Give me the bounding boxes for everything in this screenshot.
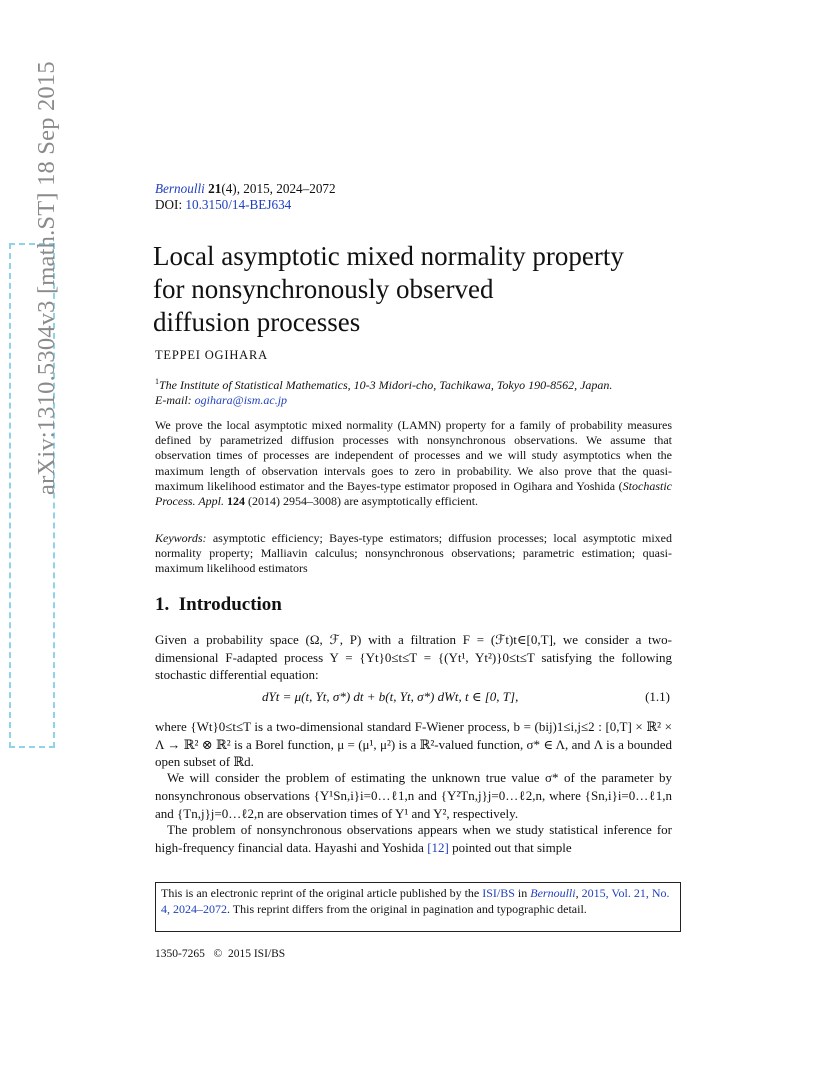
section-title: Introduction: [178, 594, 282, 615]
keywords: [155, 531, 672, 577]
reprint-text: This is an electronic reprint of the original article published by the: [161, 886, 483, 900]
doi-label: DOI:: [155, 197, 183, 212]
section-number: 1.: [155, 594, 170, 615]
abstract-volume: 124: [227, 494, 245, 509]
abstract-journal: Stochastic Process. Appl.: [155, 478, 672, 509]
section-heading: [155, 594, 282, 616]
abstract-text: We prove the local asymptotic mixed normality (LAMN) property for a family of probability measures defined by parametrized diffusion processes with nonsynchronous observations. We assume that observation times of processes are independent of processes and we will study asymptotics when the maximum length of observation intervals goes to zero in probability. We also prove that the quasi-maximum likelihood estimator and the Bayes-type estimator proposed in Ogihara and Yoshida (: [155, 418, 672, 493]
publisher-link[interactable]: ISI/BS: [482, 886, 515, 900]
doi-link[interactable]: 10.3150/14-BEJ634: [185, 197, 292, 212]
intro-text: The problem of nonsynchronous observations appears when we study statistical inference for high-frequency financial data. Hayashi and Yoshida: [155, 822, 672, 855]
journal-citation: [155, 181, 336, 197]
title-line: Local asymptotic mixed normality property: [153, 241, 624, 271]
reference-link[interactable]: [12]: [427, 839, 449, 855]
copyright-icon: ©: [213, 948, 223, 960]
journal-link[interactable]: Bernoulli: [155, 181, 205, 196]
abstract: [155, 418, 672, 509]
paper-title: [153, 240, 713, 339]
reprint-notice: [155, 882, 681, 932]
reprint-journal-link[interactable]: Bernoulli: [530, 886, 576, 900]
volume-link[interactable]: 2015, Vol. 21, No. 4, 2024–2072: [161, 886, 670, 916]
email-link[interactable]: ogihara@ism.ac.jp: [194, 393, 288, 407]
equation-number: (1.1): [645, 689, 670, 704]
affiliation-mark: 1: [155, 377, 159, 386]
equation-1-1: [155, 689, 672, 709]
reprint-text: in: [514, 886, 531, 900]
abstract-text-end: (2014) 2954–3008) are asymptotically efficient.: [248, 494, 479, 509]
intro-paragraph: We will consider the problem of estimating the unknown true value σ* of the parameter by nonsynchronous observations {Y¹Sn,i}i=0…ℓ1,n and {Y²Tn,j}j=0…ℓ2,n, where {Sn,i}i=0…ℓ1,n and {Tn,j}j=0…ℓ2,n are observation times of Y¹ and Y², respectively.: [155, 770, 672, 821]
arxiv-stamp: arXiv:1310.5304v3 [math.ST] 18 Sep 2015: [33, 61, 60, 495]
title-line: for nonsynchronously observed: [153, 274, 494, 304]
affiliation-text: The Institute of Statistical Mathematics, 10-3 Midori-cho, Tachikawa, Tokyo 190-8562, Japan.: [159, 378, 613, 392]
title-line: diffusion processes: [153, 307, 361, 337]
intro-paragraph: Given a probability space (Ω, ℱ, P) with a filtration F = (ℱt)t∈[0,T], we consider a two-dimensional F-adapted process Y = {Yt}0≤t≤T = {(Yt¹, Yt²)}0≤t≤T satisfying the following stochastic differential equation:: [155, 632, 672, 682]
copyright-text: 2015 ISI/BS: [227, 948, 286, 960]
footer: [155, 948, 285, 960]
email-label: E-mail:: [155, 393, 192, 407]
journal-volume: 21: [208, 181, 222, 196]
intro-paragraph: [155, 821, 672, 856]
author-name: TEPPEI OGIHARA: [155, 348, 268, 362]
intro-text: pointed out that simple: [448, 839, 572, 855]
keywords-text: asymptotic efficiency; Bayes-type estimators; diffusion processes; local asymptotic mixed normality property; Malliavin calculus; nonsynchronous observations; parametric estimation; quasi-maximum likelihood estimators: [155, 531, 672, 576]
journal-citation-rest: (4), 2015, 2024–2072: [221, 181, 336, 196]
reprint-text: . This reprint differs from the original in pagination and typographic detail.: [227, 901, 587, 916]
intro-paragraph: where {Wt}0≤t≤T is a two-dimensional standard F-Wiener process, b = (bij)1≤i,j≤2 : [0,T] × ℝ² × Λ → ℝ² ⊗ ℝ² is a Borel function, μ = (μ¹, μ²) is a ℝ²-valued function, σ* ∈ Λ, and Λ is a bounded open subset of ℝd.: [155, 719, 672, 769]
keywords-label: Keywords:: [155, 531, 207, 545]
doi-line: [155, 197, 291, 213]
reprint-text: ,: [575, 886, 582, 900]
affiliation: [155, 374, 675, 408]
equation-body: dYt = μ(t, Yt, σ*) dt + b(t, Yt, σ*) dWt, t ∈ [0, T],: [262, 689, 519, 704]
issn: 1350-7265: [155, 948, 205, 960]
